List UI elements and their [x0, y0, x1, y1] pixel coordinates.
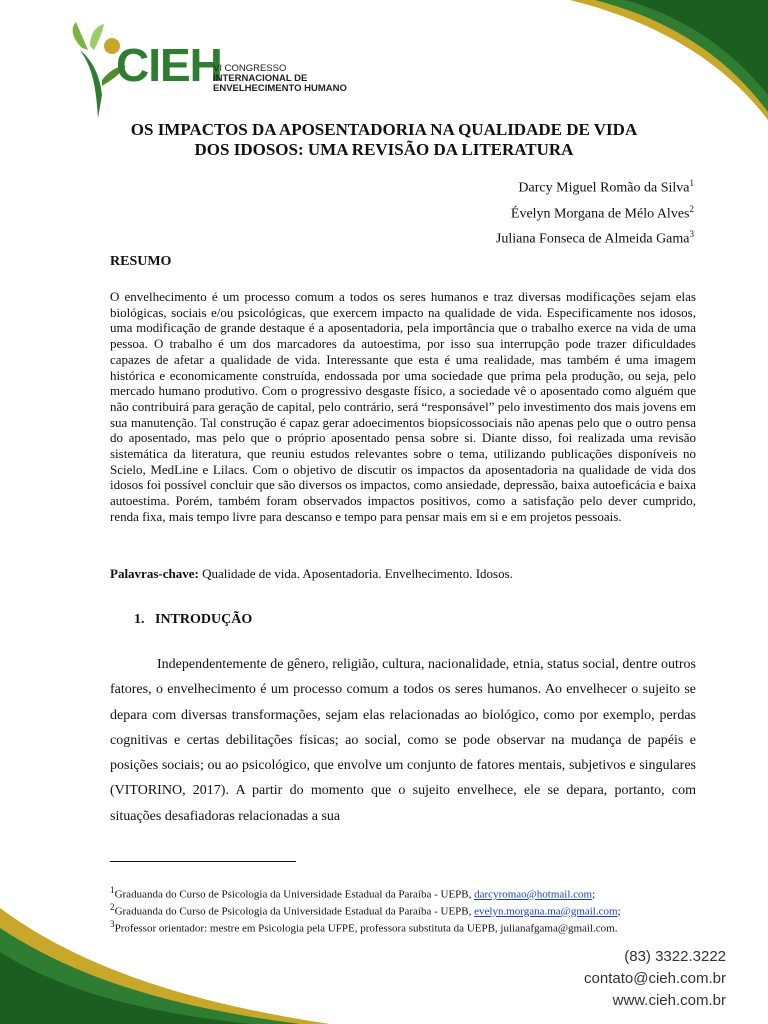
section-heading-introduction: 1. INTRODUÇÃO: [134, 612, 253, 627]
author-2: [511, 204, 694, 223]
keywords-label: Palavras-chave:: [110, 566, 199, 581]
title-line-1: OS IMPACTOS DA APOSENTADORIA NA QUALIDADE DE VIDA: [130, 120, 638, 139]
keywords: [110, 566, 696, 582]
contact-phone: (83) 3322.3222: [624, 948, 726, 965]
abstract-body: O envelhecimento é um processo comum a todos os seres humanos e traz diversas modificações sejam elas biológicas, sociais e/ou psicológicas, que exercem impacto na qualidade de vida. Especificamente nos idosos, uma modificação de grande destaque é a aposentadoria, pela importância que o trabalho exerce na vida de uma pessoa. O trabalho é um dos marcadores da autoestima, por isso sua interrupção pode trazer dificuldades capazes de afetar a qualidade de vida. Interessante que esta é uma realidade, mas também é uma imagem histórica e economicamente construída, endossada por uma sociedade que prima pela produção, ou seja, pelo mercado humano produtivo. Com o progressivo desgaste físico, a sociedade vê o aposentado como alguém que não contribuirá para geração de capital, pelo contrário, será “responsável” pelo investimento dos mais jovens em sua manutenção. Tal construção é capaz gerar adoecimentos biopsicossociais não apenas pelo que o outro pensa do aposentado, mas pelo que o próprio aposentado pensa sobre si. Diante disso, foi realizada uma revisão sistemática da literatura, que reuniu estudos relevantes sobre o tema, utilizando publicações disponíveis no Scielo, MedLine e Lilacs. Com o objetivo de discutir os impactos da aposentadoria na qualidade de vida dos idosos foi possível concluir que são diversos os impactos, como ansiedade, depressão, baixa autoeficácia e baixa autoestima. Porém, também foram observados impactos positivos, como a satisfação pelo dever cumprido, renda fixa, mais tempo livre para descanso e tempo para pensar mais em si e em projetos pessoais.: [110, 289, 696, 524]
footnote-end: ;: [592, 888, 596, 901]
footnote-text: Graduanda do Curso de Psicologia da Universidade Estadual da Paraíba - UEPB,: [114, 888, 475, 901]
introduction-body: Independentemente de gênero, religião, cultura, nacionalidade, etnia, status social, dentre outros fatores, o envelhecimento é um processo comum a todos os seres humanos. Ao envelhecer o sujeito se depara com diversas transformações, sejam elas relacionadas ao biológico, como por exemplo, perdas cognitivas e certas debilitações físicas; ao social, como se pode observar na mudança de papéis e posições sociais; ou ao psicológico, que envolve um conjunto de fatores mentais, subjetivos e singulares (VITORINO, 2017). A partir do momento que o sujeito envelhece, ele se depara, portanto, com situações desafiadoras relacionadas a sua: [110, 657, 696, 824]
contact-website[interactable]: www.cieh.com.br: [612, 992, 726, 1009]
author-footnote-mark: 2: [689, 204, 694, 214]
author-footnote-mark: 1: [689, 178, 694, 188]
footnote-email-link[interactable]: evelyn.morgana.ma@gmail.com: [474, 905, 618, 918]
logo-line-1: VI CONGRESSO: [213, 63, 287, 74]
logo-subtitle: [213, 64, 347, 94]
footnote-mark: 3: [110, 918, 115, 929]
footnote-email-link[interactable]: darcyromao@hotmail.com: [474, 888, 593, 901]
keywords-text: Qualidade de vida. Aposentadoria. Envelhecimento. Idosos.: [202, 566, 513, 581]
abstract-heading: RESUMO: [110, 254, 172, 269]
footnote-1: [110, 884, 696, 901]
footnote-end: ;: [617, 905, 621, 918]
footnote-mark: 1: [110, 885, 115, 895]
logo-line-3: ENVELHECIMENTO HUMANO: [213, 83, 347, 94]
contact-info: [584, 946, 726, 1012]
author-3: [496, 229, 694, 248]
author-name: Évelyn Morgana de Mélo Alves: [510, 206, 690, 222]
footer-swoosh-decoration: [0, 900, 330, 1024]
logo-line-2: INTERNACIONAL DE: [213, 73, 308, 84]
contact-email[interactable]: contato@cieh.com.br: [584, 970, 726, 987]
congress-logo: [68, 20, 358, 120]
paper-title: [110, 120, 658, 160]
title-line-2: DOS IDOSOS: UMA REVISÃO DA LITERATURA: [194, 140, 574, 159]
author-name: Darcy Miguel Romão da Silva: [518, 180, 690, 196]
footnote-text: Professor orientador: mestre em Psicologia pela UFPE, professora substituta da UEPB, julianafgama@gmail.com.: [114, 922, 618, 935]
footnote-mark: 2: [110, 901, 115, 912]
author-name: Juliana Fonseca de Almeida Gama: [495, 231, 690, 247]
logo-brand: CIEH: [116, 39, 222, 91]
author-1: [518, 178, 694, 197]
footnote-text: Graduanda do Curso de Psicologia da Universidade Estadual da Paraíba - UEPB,: [114, 905, 475, 918]
footnote-divider: [110, 861, 296, 862]
header-swoosh-decoration: [500, 0, 768, 120]
author-footnote-mark: 3: [689, 229, 694, 239]
